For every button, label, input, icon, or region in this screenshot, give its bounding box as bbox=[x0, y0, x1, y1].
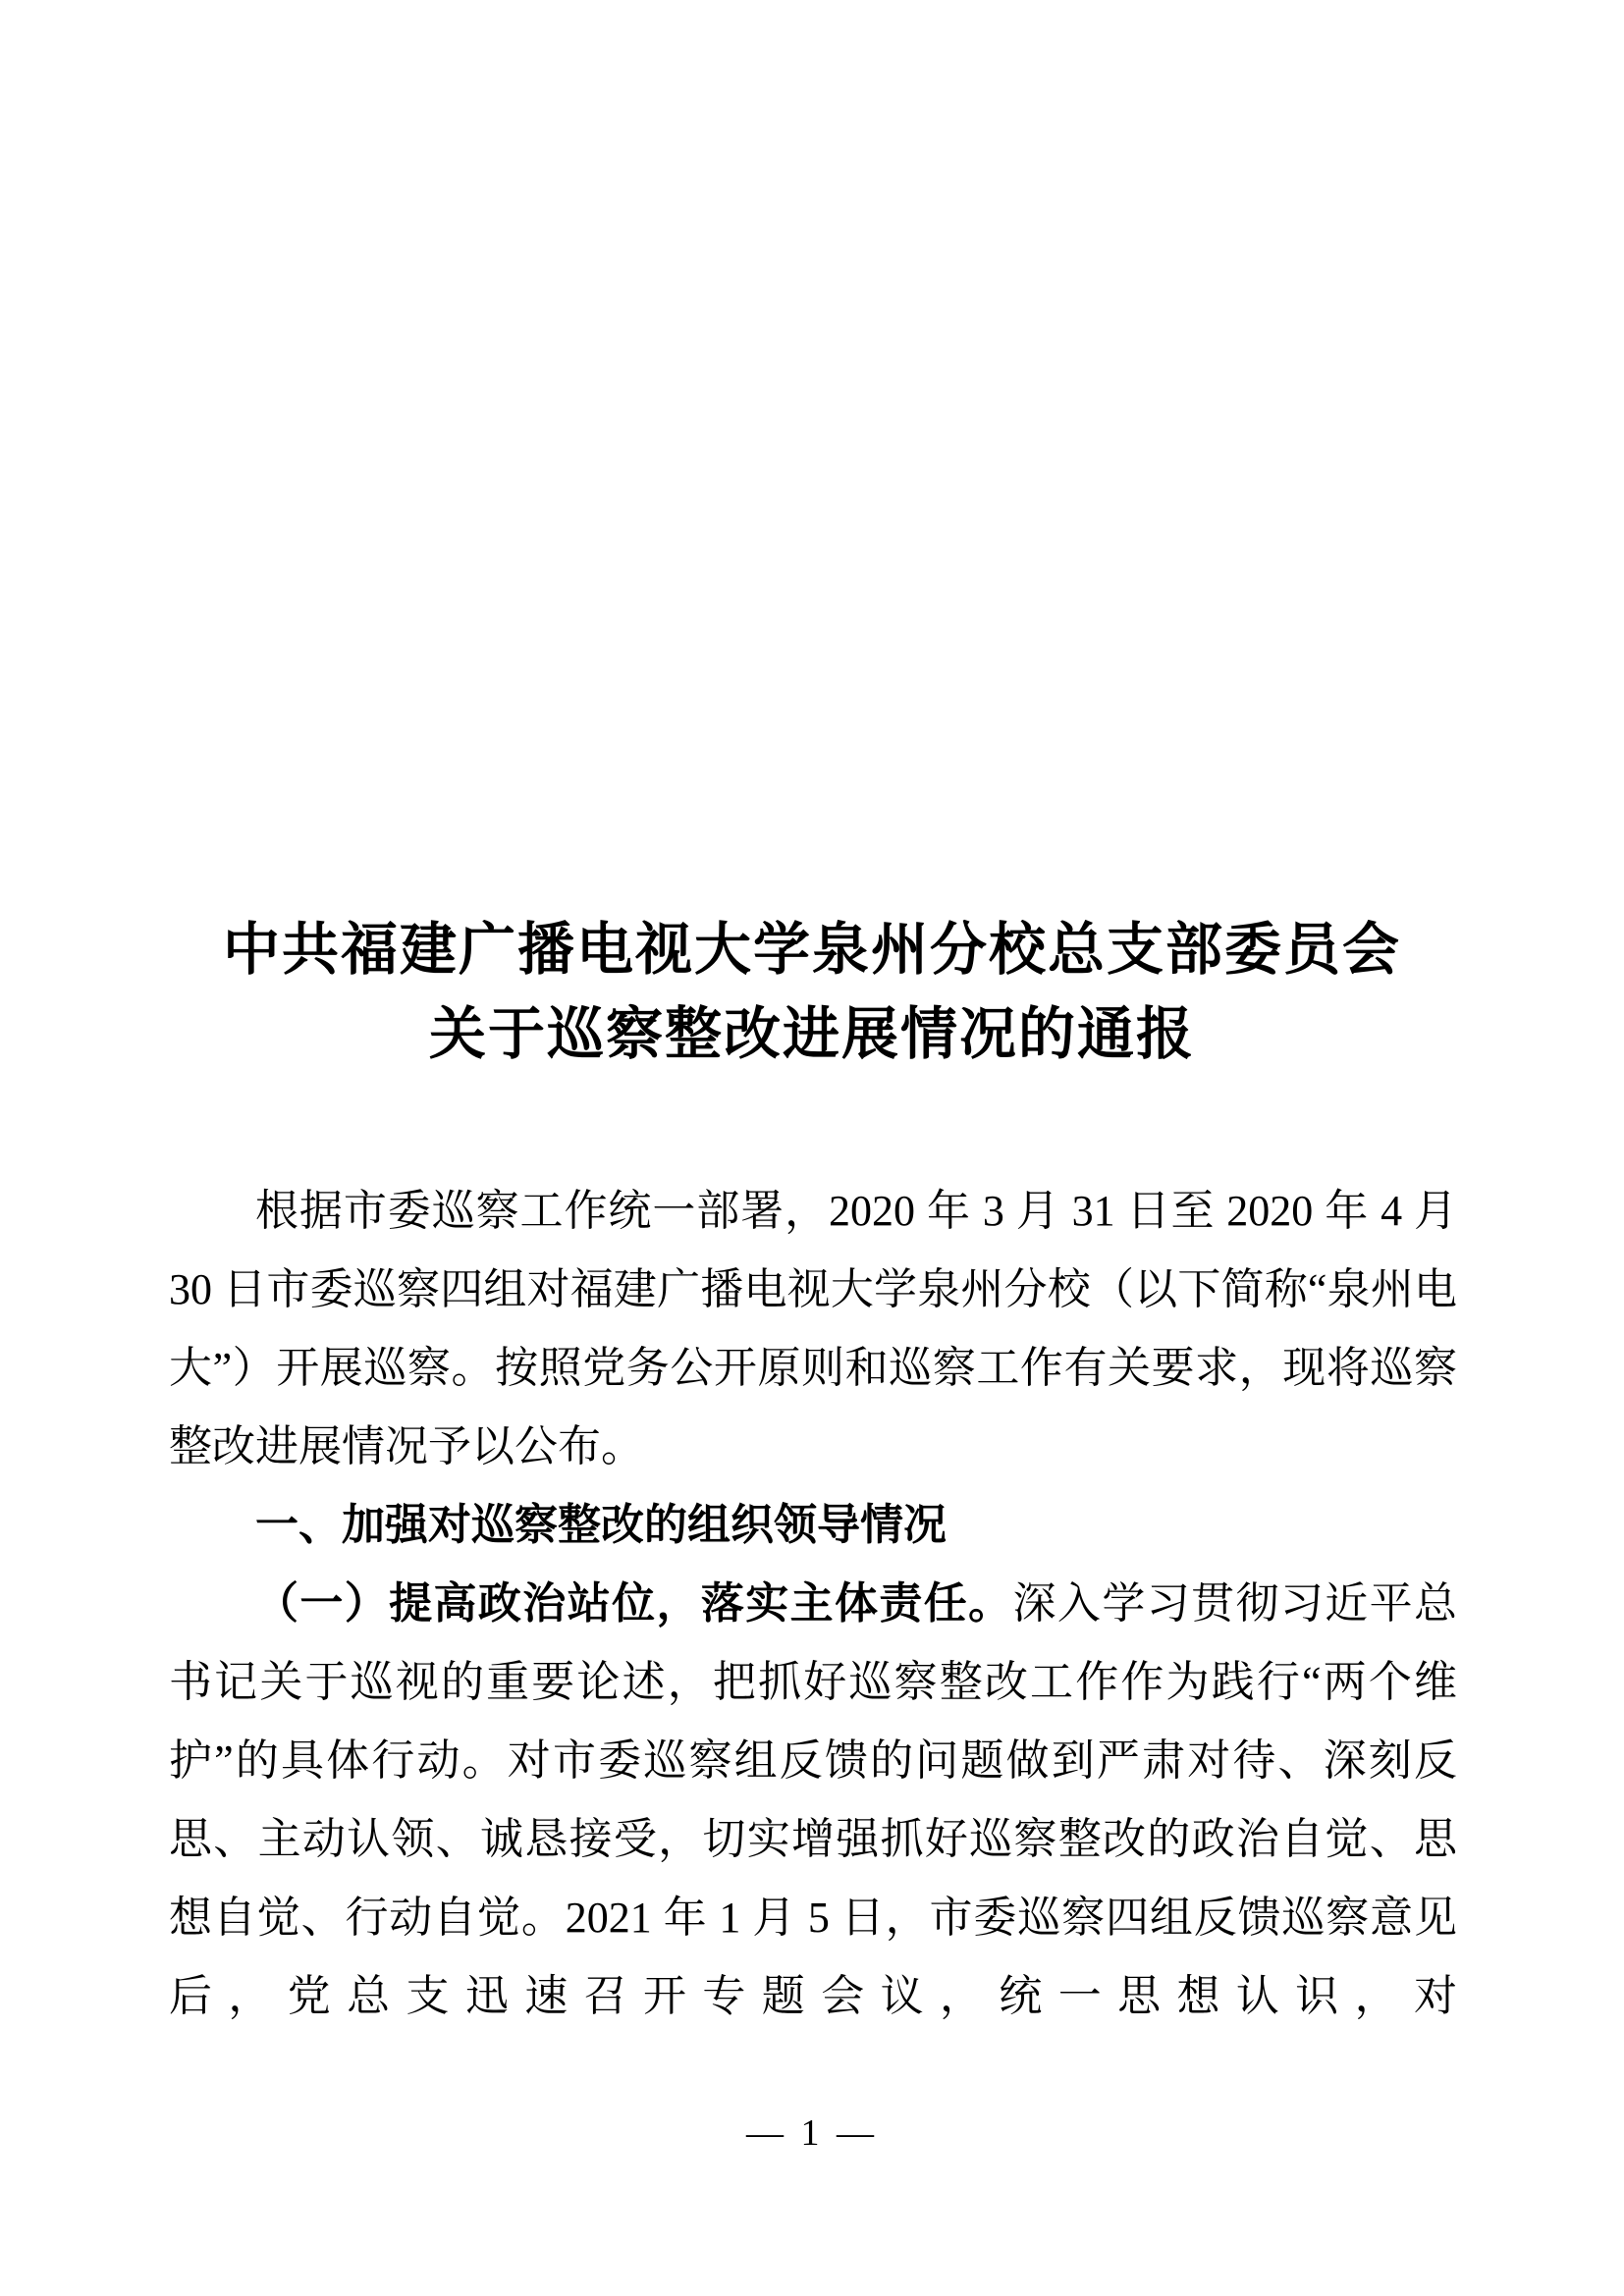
section-heading-1: 一、加强对巡察整改的组织领导情况 bbox=[255, 1501, 947, 1549]
document-body bbox=[169, 1172, 1457, 2036]
document-title bbox=[83, 908, 1541, 1077]
page-number: — 1 — bbox=[746, 2112, 878, 2154]
paragraph-body-text: 深入学习贯彻习近平总书记关于巡视的重要论述，把抓好巡察整改工作作为践行“两个维护”的具体行动。对市委巡察组反馈的问题做到严肃对待、深刻反思、主动认领、诚恳接受，切实增强抓好巡察整改的政治自觉、思想自觉、行动自觉。2021 年 1 月 5 日，市委巡察四组反馈巡察意见后，党总支迅速召开专题会议，统一思想认识，对 bbox=[169, 1579, 1458, 2020]
document-title-line2: 关于巡察整改进展情况的通报 bbox=[428, 1002, 1195, 1066]
paragraph-section1-item1 bbox=[169, 1565, 1457, 2036]
paragraph-intro: 根据市委巡察工作统一部署，2020 年 3 月 31 日至 2020 年 4 月 30 日市委巡察四组对福建广播电视大学泉州分校（以下简称“泉州电大”）开展巡察。按照党务公开原则和巡察工作有关要求，现将巡察整改进展情况予以公布。 bbox=[169, 1187, 1457, 1470]
paragraph-lead-bold: （一）提高政治站位，落实主体责任。 bbox=[255, 1579, 1013, 1628]
document-title-line1: 中共福建广播电视大学泉州分校总支部委员会 bbox=[222, 918, 1401, 982]
